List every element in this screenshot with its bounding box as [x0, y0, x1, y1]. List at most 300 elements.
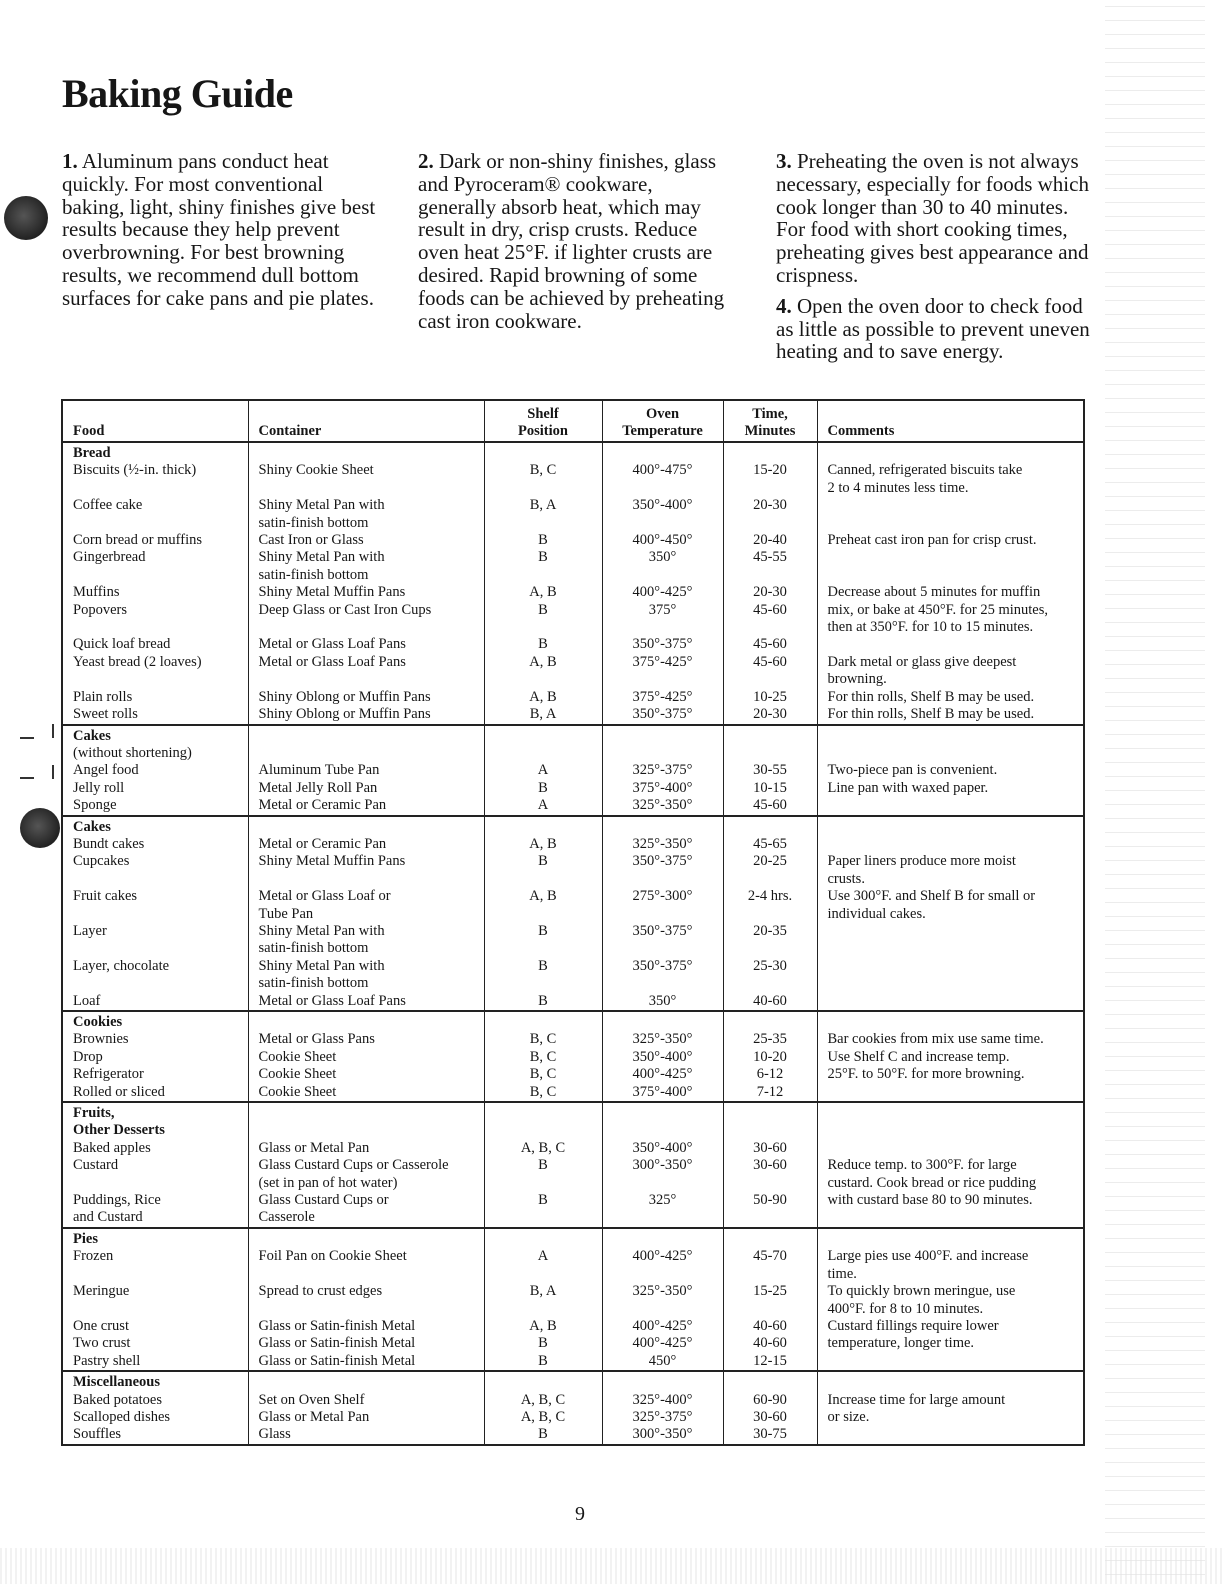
- header-container: Container: [248, 400, 484, 442]
- shelf-cell: [484, 816, 602, 836]
- food-cell: Custard: [62, 1157, 248, 1174]
- comments-cell: 400°F. for 8 to 10 minutes.: [817, 1301, 1084, 1318]
- comments-cell: [817, 1011, 1084, 1031]
- container-cell: Glass or Metal Pan: [248, 1140, 484, 1157]
- food-cell: and Custard: [62, 1209, 248, 1227]
- container-cell: Shiny Metal Pan with: [248, 958, 484, 975]
- time-cell: [723, 1011, 817, 1031]
- time-cell: [723, 1102, 817, 1122]
- time-cell: 45-60: [723, 602, 817, 619]
- tip-1: 1. Aluminum pans conduct heat quickly. For most conventional baking, light, shiny finishes give best results because they help prevent overbrowning. For best browning results, we recommend dull bottom surfaces for cake pans and pie plates.: [62, 149, 376, 310]
- temperature-cell: 350°-375°: [602, 923, 723, 940]
- shelf-cell: A, B, C: [484, 1392, 602, 1409]
- comments-cell: Canned, refrigerated biscuits take: [817, 462, 1084, 479]
- container-cell: [248, 816, 484, 836]
- category-row: [62, 1371, 1084, 1391]
- food-cell: Loaf: [62, 993, 248, 1011]
- time-cell: 40-60: [723, 1335, 817, 1352]
- shelf-cell: [484, 1266, 602, 1283]
- comments-cell: For thin rolls, Shelf B may be used.: [817, 706, 1084, 724]
- shelf-cell: B: [484, 636, 602, 653]
- margin-mark: [20, 777, 34, 779]
- baking-guide-table: [61, 399, 1085, 1446]
- time-cell: [723, 871, 817, 888]
- container-cell: satin-finish bottom: [248, 515, 484, 532]
- shelf-cell: B: [484, 958, 602, 975]
- shelf-cell: B: [484, 780, 602, 797]
- container-cell: Glass or Metal Pan: [248, 1409, 484, 1426]
- food-cell: [62, 906, 248, 923]
- food-cell: Bread: [62, 442, 248, 462]
- table-row: [62, 975, 1084, 992]
- temperature-cell: [602, 567, 723, 584]
- container-cell: Glass or Satin-finish Metal: [248, 1335, 484, 1352]
- table-row: [62, 1192, 1084, 1209]
- shelf-cell: [484, 906, 602, 923]
- container-cell: Metal or Glass Loaf Pans: [248, 993, 484, 1011]
- food-cell: Muffins: [62, 584, 248, 601]
- comments-cell: Custard fillings require lower: [817, 1318, 1084, 1335]
- comments-cell: [817, 1426, 1084, 1444]
- time-cell: [723, 567, 817, 584]
- container-cell: Glass: [248, 1426, 484, 1444]
- food-cell: Fruit cakes: [62, 888, 248, 905]
- food-cell: Frozen: [62, 1248, 248, 1265]
- shelf-cell: A: [484, 762, 602, 779]
- container-cell: [248, 1011, 484, 1031]
- comments-cell: [817, 797, 1084, 815]
- food-cell: Sponge: [62, 797, 248, 815]
- table-row: [62, 619, 1084, 636]
- temperature-cell: 350°-400°: [602, 1049, 723, 1066]
- tip-2: 2. Dark or non-shiny finishes, glass and Pyroceram® cookware, generally absorb heat, which may result in dry, crisp crusts. Reduce oven heat 25°F. if lighter crusts are desired. Rapid browning of some foods can be achieved by preheating cast iron cookware.: [418, 149, 725, 333]
- food-cell: Fruits,: [62, 1102, 248, 1122]
- category-row: [62, 1228, 1084, 1248]
- comments-cell: [817, 567, 1084, 584]
- comments-cell: [817, 725, 1084, 745]
- comments-cell: Use 300°F. and Shelf B for small or: [817, 888, 1084, 905]
- comments-cell: [817, 816, 1084, 836]
- time-cell: [723, 515, 817, 532]
- comments-cell: Paper liners produce more moist: [817, 853, 1084, 870]
- temperature-cell: 325°-375°: [602, 1409, 723, 1426]
- container-cell: Casserole: [248, 1209, 484, 1227]
- table-row: [62, 1209, 1084, 1227]
- comments-cell: [817, 1209, 1084, 1227]
- food-cell: [62, 871, 248, 888]
- temperature-cell: [602, 1371, 723, 1391]
- shelf-cell: B, A: [484, 706, 602, 724]
- time-cell: [723, 816, 817, 836]
- comments-cell: Dark metal or glass give deepest: [817, 654, 1084, 671]
- shelf-cell: A, B, C: [484, 1140, 602, 1157]
- table-row: [62, 1031, 1084, 1048]
- table-row: [62, 1392, 1084, 1409]
- food-cell: Yeast bread (2 loaves): [62, 654, 248, 671]
- container-cell: Metal or Ceramic Pan: [248, 836, 484, 853]
- food-cell: Cakes: [62, 816, 248, 836]
- container-cell: satin-finish bottom: [248, 940, 484, 957]
- shelf-cell: A, B: [484, 654, 602, 671]
- food-cell: Angel food: [62, 762, 248, 779]
- container-cell: Glass or Satin-finish Metal: [248, 1318, 484, 1335]
- shelf-cell: B, A: [484, 1283, 602, 1300]
- tip-column-1: [62, 150, 382, 318]
- table-row: [62, 940, 1084, 957]
- table-row: [62, 515, 1084, 532]
- temperature-cell: [602, 816, 723, 836]
- time-cell: [723, 619, 817, 636]
- container-cell: [248, 671, 484, 688]
- time-cell: [723, 745, 817, 762]
- table-row: [62, 762, 1084, 779]
- time-cell: [723, 975, 817, 992]
- food-cell: [62, 619, 248, 636]
- shelf-cell: A, B: [484, 836, 602, 853]
- food-cell: Brownies: [62, 1031, 248, 1048]
- time-cell: 10-15: [723, 780, 817, 797]
- temperature-cell: [602, 1011, 723, 1031]
- scan-bottom-noise: [0, 1548, 1224, 1584]
- container-cell: [248, 442, 484, 462]
- shelf-cell: B: [484, 1192, 602, 1209]
- shelf-cell: [484, 480, 602, 497]
- container-cell: Shiny Metal Muffin Pans: [248, 584, 484, 601]
- time-cell: 45-55: [723, 549, 817, 566]
- time-cell: 50-90: [723, 1192, 817, 1209]
- temperature-cell: 325°: [602, 1192, 723, 1209]
- time-cell: 20-30: [723, 497, 817, 514]
- comments-cell: To quickly brown meringue, use: [817, 1283, 1084, 1300]
- comments-cell: custard. Cook bread or rice pudding: [817, 1175, 1084, 1192]
- temperature-cell: 325°-350°: [602, 1031, 723, 1048]
- temperature-cell: 325°-350°: [602, 797, 723, 815]
- food-cell: [62, 671, 248, 688]
- comments-cell: Reduce temp. to 300°F. for large: [817, 1157, 1084, 1174]
- table-row: [62, 780, 1084, 797]
- comments-cell: [817, 1102, 1084, 1122]
- food-cell: Meringue: [62, 1283, 248, 1300]
- margin-mark: [52, 765, 54, 779]
- table-row: [62, 1066, 1084, 1083]
- comments-cell: [817, 1353, 1084, 1371]
- food-cell: Rolled or sliced: [62, 1084, 248, 1102]
- table-row: [62, 497, 1084, 514]
- tip-4: 4. Open the oven door to check food as little as possible to prevent uneven heating and to save energy.: [776, 293, 1090, 364]
- food-cell: [62, 1301, 248, 1318]
- temperature-cell: [602, 480, 723, 497]
- container-cell: [248, 1266, 484, 1283]
- comments-cell: temperature, longer time.: [817, 1335, 1084, 1352]
- temperature-cell: 375°-425°: [602, 689, 723, 706]
- comments-cell: Line pan with waxed paper.: [817, 780, 1084, 797]
- margin-mark: [20, 737, 34, 739]
- time-cell: 30-60: [723, 1409, 817, 1426]
- time-cell: 45-60: [723, 654, 817, 671]
- table-row: [62, 1248, 1084, 1265]
- container-cell: satin-finish bottom: [248, 975, 484, 992]
- time-cell: 40-60: [723, 1318, 817, 1335]
- time-cell: 15-20: [723, 462, 817, 479]
- container-cell: [248, 745, 484, 762]
- category-row: [62, 725, 1084, 745]
- container-cell: Cookie Sheet: [248, 1084, 484, 1102]
- container-cell: Metal or Glass Loaf Pans: [248, 636, 484, 653]
- comments-cell: Decrease about 5 minutes for muffin: [817, 584, 1084, 601]
- temperature-cell: 325°-350°: [602, 836, 723, 853]
- food-cell: [62, 1175, 248, 1192]
- table-row: [62, 1426, 1084, 1444]
- time-cell: 20-25: [723, 853, 817, 870]
- time-cell: [723, 1301, 817, 1318]
- category-row: [62, 816, 1084, 836]
- food-cell: Layer: [62, 923, 248, 940]
- table-row: [62, 1140, 1084, 1157]
- comments-cell: [817, 745, 1084, 762]
- shelf-cell: B: [484, 1157, 602, 1174]
- comments-cell: [817, 636, 1084, 653]
- table-row: [62, 871, 1084, 888]
- food-cell: Souffles: [62, 1426, 248, 1444]
- container-cell: [248, 1228, 484, 1248]
- scan-margin-noise: [1105, 0, 1205, 1584]
- shelf-cell: [484, 1209, 602, 1227]
- temperature-cell: 400°-450°: [602, 532, 723, 549]
- food-cell: Plain rolls: [62, 689, 248, 706]
- shelf-cell: B: [484, 1335, 602, 1352]
- comments-cell: [817, 1140, 1084, 1157]
- container-cell: Spread to crust edges: [248, 1283, 484, 1300]
- temperature-cell: 350°-400°: [602, 497, 723, 514]
- comments-cell: [817, 1084, 1084, 1102]
- shelf-cell: B: [484, 549, 602, 566]
- comments-cell: [817, 549, 1084, 566]
- temperature-cell: [602, 745, 723, 762]
- shelf-cell: [484, 567, 602, 584]
- time-cell: 15-25: [723, 1283, 817, 1300]
- food-cell: [62, 940, 248, 957]
- time-cell: 25-35: [723, 1031, 817, 1048]
- margin-mark: [52, 724, 54, 738]
- category-row: [62, 1122, 1084, 1139]
- food-cell: Coffee cake: [62, 497, 248, 514]
- table-row: [62, 654, 1084, 671]
- container-cell: [248, 1301, 484, 1318]
- container-cell: Tube Pan: [248, 906, 484, 923]
- shelf-cell: [484, 1301, 602, 1318]
- time-cell: [723, 1228, 817, 1248]
- shelf-cell: [484, 1122, 602, 1139]
- food-cell: Baked apples: [62, 1140, 248, 1157]
- comments-cell: with custard base 80 to 90 minutes.: [817, 1192, 1084, 1209]
- comments-cell: Large pies use 400°F. and increase: [817, 1248, 1084, 1265]
- table-row: [62, 567, 1084, 584]
- food-cell: Gingerbread: [62, 549, 248, 566]
- food-cell: Quick loaf bread: [62, 636, 248, 653]
- shelf-cell: [484, 619, 602, 636]
- comments-cell: Preheat cast iron pan for crisp crust.: [817, 532, 1084, 549]
- shelf-cell: [484, 671, 602, 688]
- table-row: [62, 1084, 1084, 1102]
- temperature-cell: 400°-425°: [602, 1318, 723, 1335]
- comments-cell: [817, 923, 1084, 940]
- temperature-cell: 350°-375°: [602, 706, 723, 724]
- temperature-cell: [602, 442, 723, 462]
- temperature-cell: 400°-425°: [602, 584, 723, 601]
- container-cell: Metal or Glass Loaf or: [248, 888, 484, 905]
- shelf-cell: B: [484, 1426, 602, 1444]
- container-cell: Metal or Glass Loaf Pans: [248, 654, 484, 671]
- container-cell: Glass Custard Cups or Casserole: [248, 1157, 484, 1174]
- temperature-cell: 375°-425°: [602, 654, 723, 671]
- container-cell: Metal or Glass Pans: [248, 1031, 484, 1048]
- temperature-cell: [602, 1175, 723, 1192]
- food-cell: Other Desserts: [62, 1122, 248, 1139]
- table-row: [62, 745, 1084, 762]
- shelf-cell: [484, 975, 602, 992]
- binder-hole-mark: [20, 808, 60, 848]
- comments-cell: time.: [817, 1266, 1084, 1283]
- food-cell: [62, 567, 248, 584]
- temperature-cell: 400°-425°: [602, 1335, 723, 1352]
- tip-3: 3. Preheating the oven is not always necessary, especially for foods which cook longer than 30 to 40 minutes. For food with short cooking times, preheating gives best appearance and crispness.: [776, 149, 1089, 287]
- time-cell: 7-12: [723, 1084, 817, 1102]
- temperature-cell: [602, 1266, 723, 1283]
- time-cell: [723, 940, 817, 957]
- food-cell: Biscuits (½-in. thick): [62, 462, 248, 479]
- time-cell: 45-70: [723, 1248, 817, 1265]
- shelf-cell: B: [484, 923, 602, 940]
- shelf-cell: B: [484, 602, 602, 619]
- time-cell: 40-60: [723, 993, 817, 1011]
- table-row: [62, 923, 1084, 940]
- shelf-cell: A, B: [484, 1318, 602, 1335]
- food-cell: [62, 515, 248, 532]
- comments-cell: [817, 958, 1084, 975]
- shelf-cell: B: [484, 532, 602, 549]
- food-cell: Puddings, Rice: [62, 1192, 248, 1209]
- temperature-cell: 400°-425°: [602, 1066, 723, 1083]
- time-cell: 45-65: [723, 836, 817, 853]
- tip-column-3: [776, 150, 1096, 371]
- food-cell: Sweet rolls: [62, 706, 248, 724]
- table-row: [62, 636, 1084, 653]
- temperature-cell: 300°-350°: [602, 1157, 723, 1174]
- comments-cell: For thin rolls, Shelf B may be used.: [817, 689, 1084, 706]
- table-row: [62, 888, 1084, 905]
- time-cell: [723, 671, 817, 688]
- time-cell: 6-12: [723, 1066, 817, 1083]
- time-cell: [723, 442, 817, 462]
- table-body: [62, 442, 1084, 1445]
- category-row: [62, 1102, 1084, 1122]
- time-cell: 20-30: [723, 584, 817, 601]
- table-row: [62, 1318, 1084, 1335]
- temperature-cell: 400°-475°: [602, 462, 723, 479]
- food-cell: Layer, chocolate: [62, 958, 248, 975]
- time-cell: [723, 1266, 817, 1283]
- container-cell: Shiny Metal Pan with: [248, 923, 484, 940]
- container-cell: Aluminum Tube Pan: [248, 762, 484, 779]
- time-cell: 10-20: [723, 1049, 817, 1066]
- shelf-cell: [484, 1371, 602, 1391]
- comments-cell: then at 350°F. for 10 to 15 minutes.: [817, 619, 1084, 636]
- food-cell: Baked potatoes: [62, 1392, 248, 1409]
- temperature-cell: 300°-350°: [602, 1426, 723, 1444]
- container-cell: (set in pan of hot water): [248, 1175, 484, 1192]
- table-row: [62, 480, 1084, 497]
- container-cell: Deep Glass or Cast Iron Cups: [248, 602, 484, 619]
- binder-hole-mark: [4, 196, 48, 240]
- comments-cell: [817, 497, 1084, 514]
- shelf-cell: [484, 1175, 602, 1192]
- container-cell: [248, 619, 484, 636]
- temperature-cell: 325°-400°: [602, 1392, 723, 1409]
- temperature-cell: [602, 871, 723, 888]
- table-row: [62, 797, 1084, 815]
- food-cell: Pies: [62, 1228, 248, 1248]
- container-cell: [248, 1371, 484, 1391]
- temperature-cell: [602, 975, 723, 992]
- shelf-cell: B, C: [484, 1049, 602, 1066]
- temperature-cell: [602, 1228, 723, 1248]
- comments-cell: Increase time for large amount: [817, 1392, 1084, 1409]
- comments-cell: 2 to 4 minutes less time.: [817, 480, 1084, 497]
- table-row: [62, 1353, 1084, 1371]
- shelf-cell: B, C: [484, 1066, 602, 1083]
- comments-cell: [817, 993, 1084, 1011]
- time-cell: 2-4 hrs.: [723, 888, 817, 905]
- page-number: 9: [575, 1503, 585, 1525]
- shelf-cell: [484, 442, 602, 462]
- time-cell: 60-90: [723, 1392, 817, 1409]
- temperature-cell: 350°-375°: [602, 853, 723, 870]
- time-cell: [723, 480, 817, 497]
- category-row: [62, 442, 1084, 462]
- time-cell: 30-60: [723, 1140, 817, 1157]
- temperature-cell: [602, 1209, 723, 1227]
- container-cell: Foil Pan on Cookie Sheet: [248, 1248, 484, 1265]
- container-cell: Cast Iron or Glass: [248, 532, 484, 549]
- header-comments: Comments: [817, 400, 1084, 442]
- shelf-cell: B, C: [484, 1084, 602, 1102]
- comments-cell: [817, 940, 1084, 957]
- table-row: [62, 836, 1084, 853]
- table-row: [62, 462, 1084, 479]
- table-row: [62, 1175, 1084, 1192]
- food-cell: Refrigerator: [62, 1066, 248, 1083]
- shelf-cell: A, B, C: [484, 1409, 602, 1426]
- temperature-cell: [602, 725, 723, 745]
- table-row: [62, 1157, 1084, 1174]
- food-cell: Drop: [62, 1049, 248, 1066]
- table-row: [62, 1335, 1084, 1352]
- comments-cell: [817, 975, 1084, 992]
- food-cell: Two crust: [62, 1335, 248, 1352]
- temperature-cell: [602, 619, 723, 636]
- temperature-cell: 375°: [602, 602, 723, 619]
- shelf-cell: A, B: [484, 584, 602, 601]
- time-cell: 30-60: [723, 1157, 817, 1174]
- time-cell: 20-35: [723, 923, 817, 940]
- time-cell: [723, 725, 817, 745]
- container-cell: Shiny Metal Pan with: [248, 549, 484, 566]
- header-oven-temperature: Oven Temperature: [602, 400, 723, 442]
- temperature-cell: 350°-375°: [602, 636, 723, 653]
- time-cell: 45-60: [723, 636, 817, 653]
- food-cell: Cookies: [62, 1011, 248, 1031]
- temperature-cell: 375°-400°: [602, 780, 723, 797]
